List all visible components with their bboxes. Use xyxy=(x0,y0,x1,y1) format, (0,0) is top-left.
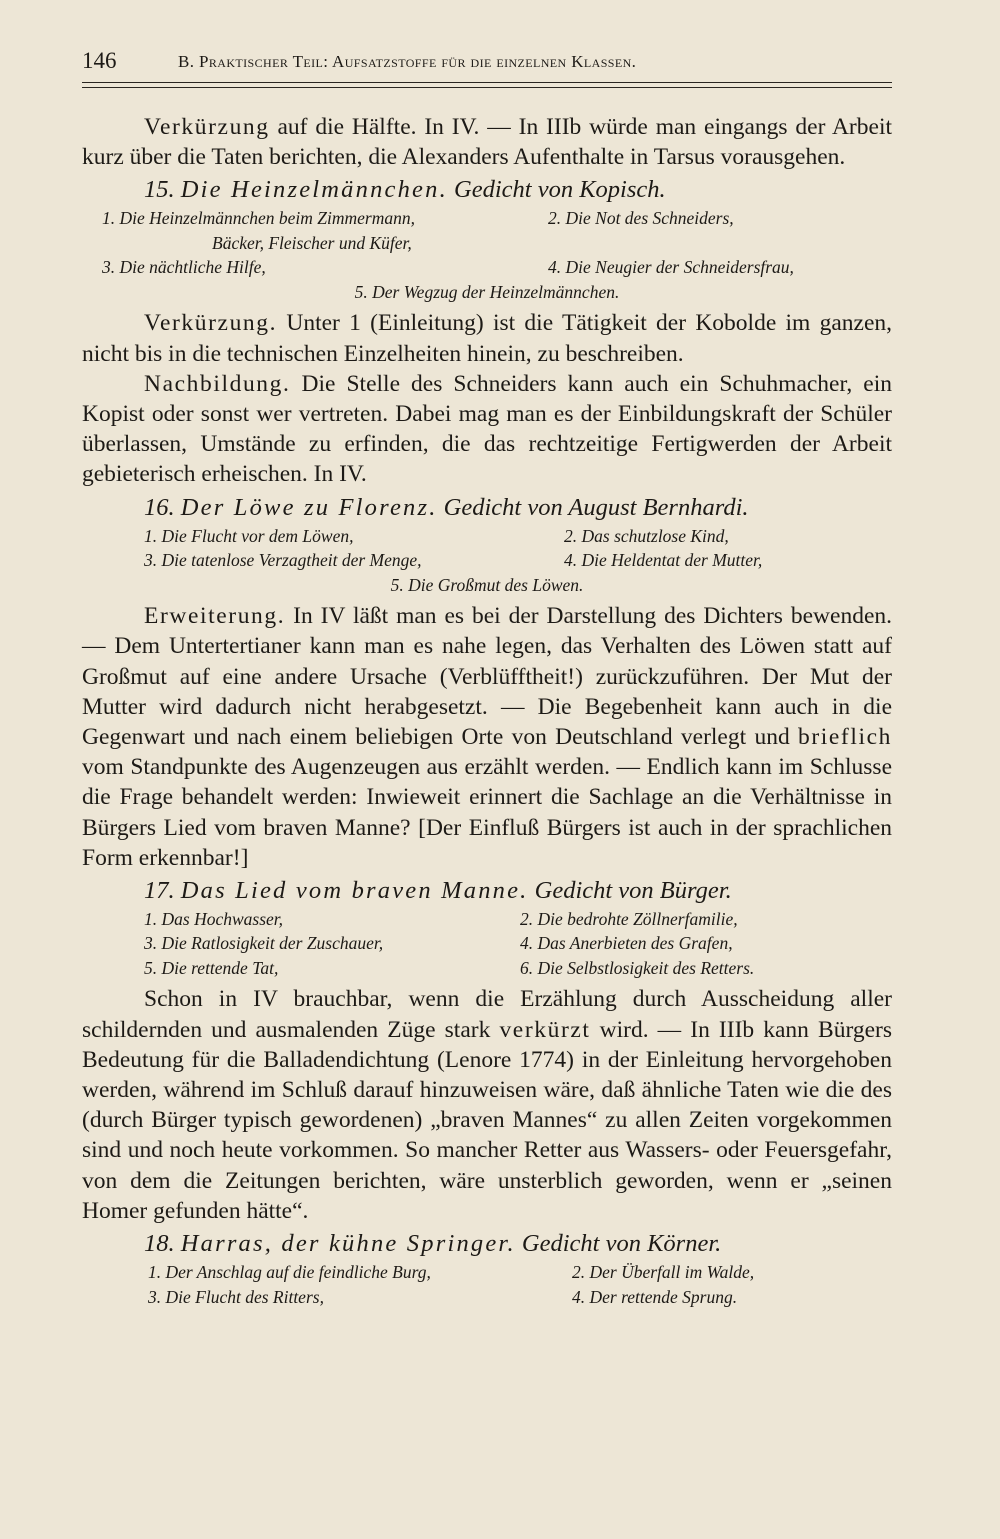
page-number: 146 xyxy=(82,48,117,73)
section-15-paragraph-2: Nachbildung. Die Stelle des Schneiders kann auch ein Schuhmacher, ein Kopist oder sonst wer vertreten. Dabei mag man es der Einbildungskraft der Schüler überlassen, Umstände zu erfinden, die das rechtzeitige Fertigwerden der Arbeit gebieterisch erheischen. In IV. xyxy=(82,370,892,488)
list-item: 3. Die Ratlosigkeit der Zuschauer, xyxy=(144,933,384,954)
page-body xyxy=(82,112,892,1313)
list-item: 3. Die nächtliche Hilfe, xyxy=(102,257,266,278)
section-16-outline xyxy=(82,524,892,598)
list-item: 2. Der Überfall im Walde, xyxy=(572,1262,755,1283)
list-item: 4. Die Heldentat der Mutter, xyxy=(564,550,763,571)
page-header xyxy=(82,48,892,78)
section-18-heading: 18. Harras, der kühne Springer. Gedicht von Körner. xyxy=(144,1230,722,1258)
section-17-outline xyxy=(82,907,892,981)
list-item: 2. Das schutzlose Kind, xyxy=(564,525,729,546)
section-17-paragraph: Schon in IV brauchbar, wenn die Erzählung durch Ausscheidung aller schildernden und ausmalenden Züge stark verkürzt wird. — In IIIb kann Bürgers Bedeutung für die Balladendichtung (Lenore 1774) in der Einleitung hervorgehoben werden, während im Schluß darauf hinzuweisen wäre, daß ähnliche Taten wie die des (durch Bürger typisch gewordenen) „braven Mannes“ zu allen Zeiten vorgekommen sind und noch heute vorkommen. So mancher Retter aus Wassers- oder Feuersgefahr, von dem die Zeitungen berichten, wäre unsterblich geworden, wenn er „seinen Homer gefunden hätte“. xyxy=(82,986,892,1224)
list-item: 2. Die Not des Schneiders, xyxy=(548,208,734,229)
section-15-outline xyxy=(82,206,892,304)
list-item: 3. Die tatenlose Verzagtheit der Menge, xyxy=(144,550,422,571)
list-item: 1. Die Heinzelmännchen beim Zimmermann, xyxy=(102,208,416,229)
section-16-heading: 16. Der Löwe zu Florenz. Gedicht von August Bernhardi. xyxy=(144,493,749,521)
list-item: 5. Die rettende Tat, xyxy=(144,957,279,978)
intro-paragraph: Verkürzung auf die Hälfte. In IV. — In IIIb würde man eingangs der Arbeit kurz über die Taten berichten, die Alexanders Aufenthalte in Tarsus vorausgehen. xyxy=(82,114,892,171)
list-item: 5. Die Großmut des Löwen. xyxy=(390,574,584,595)
header-rule xyxy=(82,82,892,83)
list-item: Bäcker, Fleischer und Küfer, xyxy=(212,232,412,253)
section-16-paragraph: Erweiterung. In IV läßt man es bei der Darstellung des Dichters bewenden. — Dem Untertertianer kann man es nahe legen, das Verhalten des Löwen statt auf Großmut auf eine andere Ursache (Verblüfftheit!) zurückzuführen. Der Mut der Mutter wird dadurch nicht herabgesetzt. — Die Begebenheit kann auch in die Gegenwart und nach einem beliebigen Orte von Deutschland verlegt und brieflich vom Standpunkte des Augenzeugen aus erzählt werden. — Endlich kann im Schlusse die Frage behandelt werden: Inwieweit erinnert die Sachlage an die Verhältnisse in Bürgers Lied vom braven Manne? [Der Einfluß Bürgers ist auch in der sprachlichen Form erkennbar!] xyxy=(82,603,892,871)
list-item: 1. Das Hochwasser, xyxy=(144,908,284,929)
section-15-heading: 15. Die Heinzelmännchen. Gedicht von Kopisch. xyxy=(144,176,666,204)
list-item: 5. Der Wegzug der Heinzelmännchen. xyxy=(354,281,620,302)
list-item: 4. Das Anerbieten des Grafen, xyxy=(520,933,733,954)
section-18-outline xyxy=(82,1260,892,1309)
list-item: 1. Der Anschlag auf die feindliche Burg, xyxy=(148,1262,431,1283)
section-15-paragraph-1: Verkürzung. Unter 1 (Einleitung) ist die Tätigkeit der Kobolde im ganzen, nicht bis in die technischen Einzelheiten hinein, zu beschreiben. xyxy=(82,310,892,367)
list-item: 2. Die bedrohte Zöllnerfamilie, xyxy=(520,908,738,929)
running-title: B. Praktischer Teil: Aufsatzstoffe für die einzelnen Klassen. xyxy=(178,52,637,71)
list-item: 6. Die Selbstlosigkeit des Retters. xyxy=(520,957,755,978)
section-17-heading: 17. Das Lied vom braven Manne. Gedicht von Bürger. xyxy=(144,876,732,904)
list-item: 1. Die Flucht vor dem Löwen, xyxy=(144,525,354,546)
list-item: 4. Der rettende Sprung. xyxy=(572,1286,738,1307)
list-item: 4. Die Neugier der Schneidersfrau, xyxy=(548,257,794,278)
list-item: 3. Die Flucht des Ritters, xyxy=(148,1286,324,1307)
header-rule-thin xyxy=(82,87,892,88)
